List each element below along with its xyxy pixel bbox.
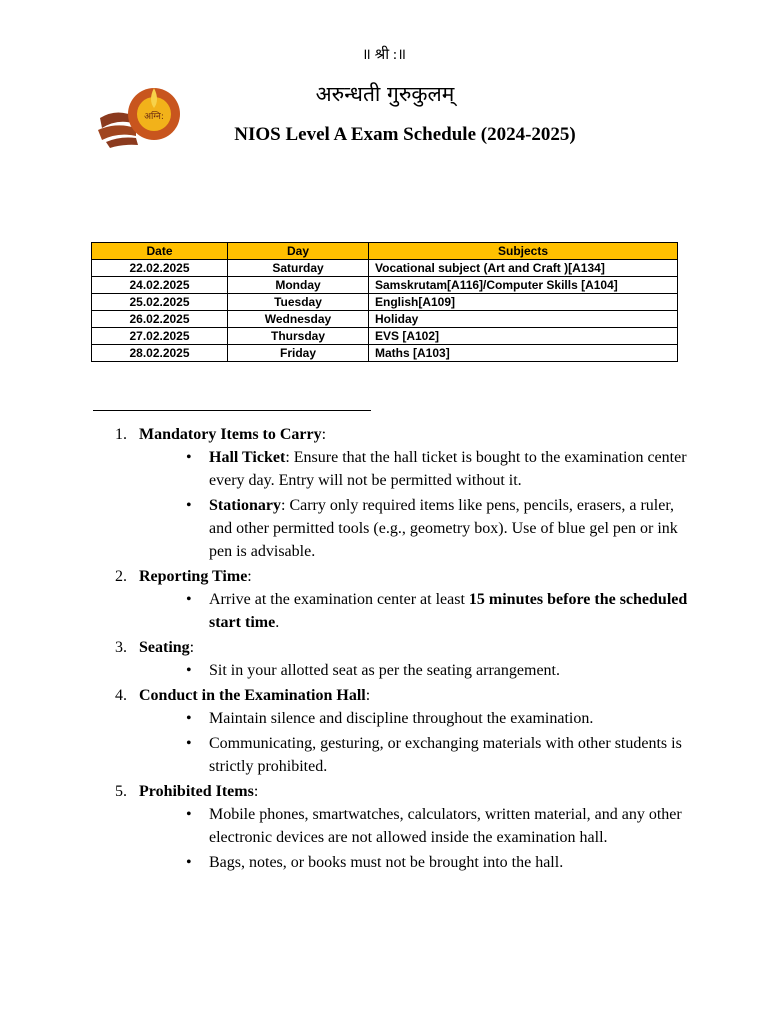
cell-subject: Holiday: [369, 311, 678, 328]
table-row: [92, 328, 678, 345]
cell-subject: English[A109]: [369, 294, 678, 311]
cell-subject: EVS [A102]: [369, 328, 678, 345]
bullet-icon: •: [186, 449, 192, 466]
bullet-icon: •: [186, 662, 192, 679]
instruction-number: 1.: [115, 426, 127, 443]
bullet-text: : Ensure that the hall ticket is bought to the examination center every day. Entry will not be permitted without it.: [209, 449, 687, 489]
instruction-item: 2. Reporting Time: • Arrive at the examination center at least 15 minutes before the scheduled start time.: [112, 565, 692, 634]
cell-day: Thursday: [228, 328, 369, 345]
instructions-list: [112, 423, 692, 876]
bullet-icon: •: [186, 854, 192, 871]
bullet-icon: •: [186, 497, 192, 514]
bullet-icon: •: [186, 735, 192, 752]
bullet-text: Bags, notes, or books must not be brought into the hall.: [209, 854, 564, 871]
cell-date: 22.02.2025: [92, 260, 228, 277]
table-row: [92, 260, 678, 277]
bullet-text-end: .: [275, 614, 280, 631]
bullet-text: Communicating, gesturing, or exchanging materials with other students is strictly prohibited.: [209, 735, 682, 775]
instruction-number: 2.: [115, 568, 127, 585]
bullet-item: [182, 707, 692, 730]
bullet-text: Sit in your allotted seat as per the seating arrangement.: [209, 662, 560, 679]
cell-day: Saturday: [228, 260, 369, 277]
bullet-item: [182, 588, 692, 634]
document-title: NIOS Level A Exam Schedule (2024-2025): [234, 124, 576, 145]
instruction-heading: Reporting Time: [139, 568, 248, 585]
exam-schedule-table: [91, 242, 678, 362]
bullet-text: : Carry only required items like pens, pencils, erasers, a ruler, and other permitted tools (e.g., geometry box). Use of blue gel pen or ink pen is advisable.: [209, 497, 678, 560]
cell-date: 25.02.2025: [92, 294, 228, 311]
cell-day: Monday: [228, 277, 369, 294]
instruction-number: 3.: [115, 639, 127, 656]
instruction-item: 3. Seating: • Sit in your allotted seat as per the seating arrangement.: [112, 636, 692, 682]
instruction-number: 4.: [115, 687, 127, 704]
divider-line: [93, 410, 371, 411]
instruction-heading: Prohibited Items: [139, 783, 254, 800]
bullet-item: [182, 659, 692, 682]
bullet-text: Maintain silence and discipline throughout the examination.: [209, 710, 594, 727]
svg-text:अग्नि:: अग्नि:: [144, 112, 164, 122]
gurukulam-logo: [96, 78, 188, 148]
table-header-row: [92, 243, 678, 260]
instruction-heading: Seating: [139, 639, 190, 656]
invocation-line: ॥ श्री :॥: [361, 47, 407, 63]
cell-date: 28.02.2025: [92, 345, 228, 362]
bullet-text: Arrive at the examination center at least: [209, 591, 469, 608]
bullet-bold: Hall Ticket: [209, 449, 286, 466]
bullet-item: [182, 446, 692, 492]
table-row: [92, 345, 678, 362]
bullet-icon: •: [186, 806, 192, 823]
instruction-heading: Conduct in the Examination Hall: [139, 687, 366, 704]
table-row: [92, 294, 678, 311]
bullet-item: [182, 494, 692, 563]
cell-subject: Maths [A103]: [369, 345, 678, 362]
cell-day: Friday: [228, 345, 369, 362]
cell-subject: Vocational subject (Art and Craft )[A134]: [369, 260, 678, 277]
table-row: [92, 311, 678, 328]
cell-date: 26.02.2025: [92, 311, 228, 328]
cell-subject: Samskrutam[A116]/Computer Skills [A104]: [369, 277, 678, 294]
column-header-date: Date: [92, 243, 228, 260]
cell-date: 24.02.2025: [92, 277, 228, 294]
bullet-bold: Stationary: [209, 497, 281, 514]
instruction-heading: Mandatory Items to Carry: [139, 426, 322, 443]
instruction-item: 4. Conduct in the Examination Hall: • Maintain silence and discipline throughout the examination. • Communicating, gesturing, or exchanging materials with other students is strictly prohibited.: [112, 684, 692, 778]
bullet-icon: •: [186, 591, 192, 608]
instruction-item: 5. Prohibited Items: • Mobile phones, smartwatches, calculators, written material, and any other electronic devices are not allowed inside the examination hall. • Bags, notes, or books must not be brought into the hall.: [112, 780, 692, 874]
column-header-subjects: Subjects: [369, 243, 678, 260]
bullet-item: [182, 732, 692, 778]
instruction-item: 1. Mandatory Items to Carry: • Hall Ticket: Ensure that the hall ticket is bought to the examination center every day. Entry will not be permitted without it. • Stationary: Carry only required items like pens, pencils, erasers, a ruler, and other permitted tools (e.g., geometry box). Use of blue gel pen or ink pen is advisable.: [112, 423, 692, 563]
cell-day: Wednesday: [228, 311, 369, 328]
table-row: [92, 277, 678, 294]
bullet-icon: •: [186, 710, 192, 727]
bullet-item: [182, 851, 692, 874]
bullet-item: [182, 803, 692, 849]
org-name: अरुन्धती गुरुकुलम्: [315, 82, 455, 106]
cell-day: Tuesday: [228, 294, 369, 311]
bullet-bold: 15 minutes before the scheduled start time: [209, 591, 688, 631]
instruction-number: 5.: [115, 783, 127, 800]
column-header-day: Day: [228, 243, 369, 260]
cell-date: 27.02.2025: [92, 328, 228, 345]
bullet-text: Mobile phones, smartwatches, calculators, written material, and any other electronic devices are not allowed inside the examination hall.: [209, 806, 682, 846]
